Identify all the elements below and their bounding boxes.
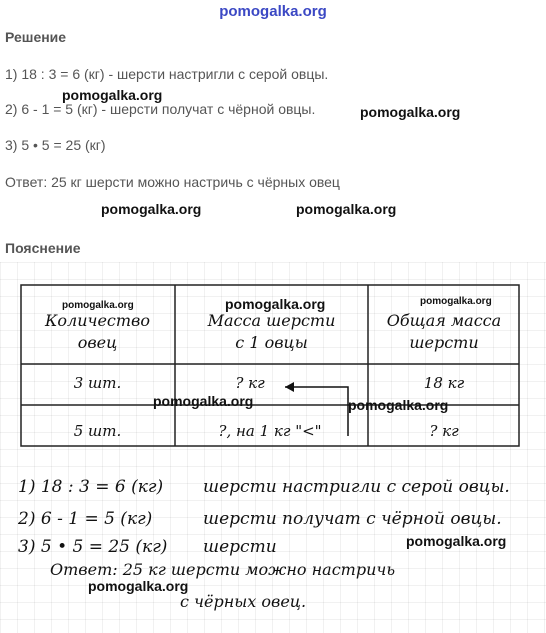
- watermark: pomogalka.org: [296, 201, 397, 217]
- watermark: pomogalka.org: [62, 300, 134, 311]
- solution-line-3: 3) 5 • 5 = 25 (кг): [5, 137, 106, 153]
- watermark: pomogalka.org: [225, 296, 326, 312]
- handwritten-line-3: 3) 5 • 5 = 25 (кг) шерсти: [18, 537, 277, 557]
- row1-count: 3 шт.: [73, 374, 122, 392]
- watermark: pomogalka.org: [101, 201, 202, 217]
- watermark: pomogalka.org: [406, 533, 507, 549]
- row1-mass: ? кг: [235, 374, 265, 392]
- watermark: pomogalka.org: [62, 87, 163, 103]
- notebook-image: [0, 262, 546, 633]
- row2-count: 5 шт.: [73, 422, 122, 440]
- handwritten-line-2: 2) 6 - 1 = 5 (кг) шерсти получат с чёрной овцы.: [18, 509, 502, 529]
- handwritten-answer-line-2: с чёрных овец.: [180, 592, 307, 611]
- solution-title: Решение: [5, 29, 67, 45]
- header-count: Количество овец: [44, 311, 150, 352]
- row1-total: 18 кг: [423, 374, 465, 392]
- header-mass: Масса шерсти с 1 овцы: [207, 311, 336, 352]
- watermark: pomogalka.org: [420, 296, 492, 307]
- watermark: pomogalka.org: [348, 397, 449, 413]
- watermark: pomogalka.org: [88, 578, 189, 594]
- watermark: pomogalka.org: [360, 104, 461, 120]
- handwritten-answer-line-1: Ответ: 25 кг шерсти можно настричь: [50, 560, 396, 579]
- watermark: pomogalka.org: [153, 393, 254, 409]
- solution-line-1: 1) 18 : 3 = 6 (кг) - шерсти настригли с серой овцы.: [5, 66, 329, 82]
- handwritten-line-1: 1) 18 : 3 = 6 (кг) шерсти настригли с серой овцы.: [18, 477, 510, 497]
- arrow-head-icon: [285, 382, 294, 392]
- solution-answer: Ответ: 25 кг шерсти можно настричь с чёрных овец: [5, 174, 340, 190]
- site-brand[interactable]: pomogalka.org: [219, 3, 327, 20]
- explanation-title: Пояснение: [5, 240, 81, 256]
- row2-total: ? кг: [429, 422, 459, 440]
- row2-mass: ?, на 1 кг "<": [218, 422, 322, 440]
- header-total: Общая масса шерсти: [386, 311, 502, 352]
- solution-line-2: 2) 6 - 1 = 5 (кг) - шерсти получат с чёрной овцы.: [5, 101, 316, 117]
